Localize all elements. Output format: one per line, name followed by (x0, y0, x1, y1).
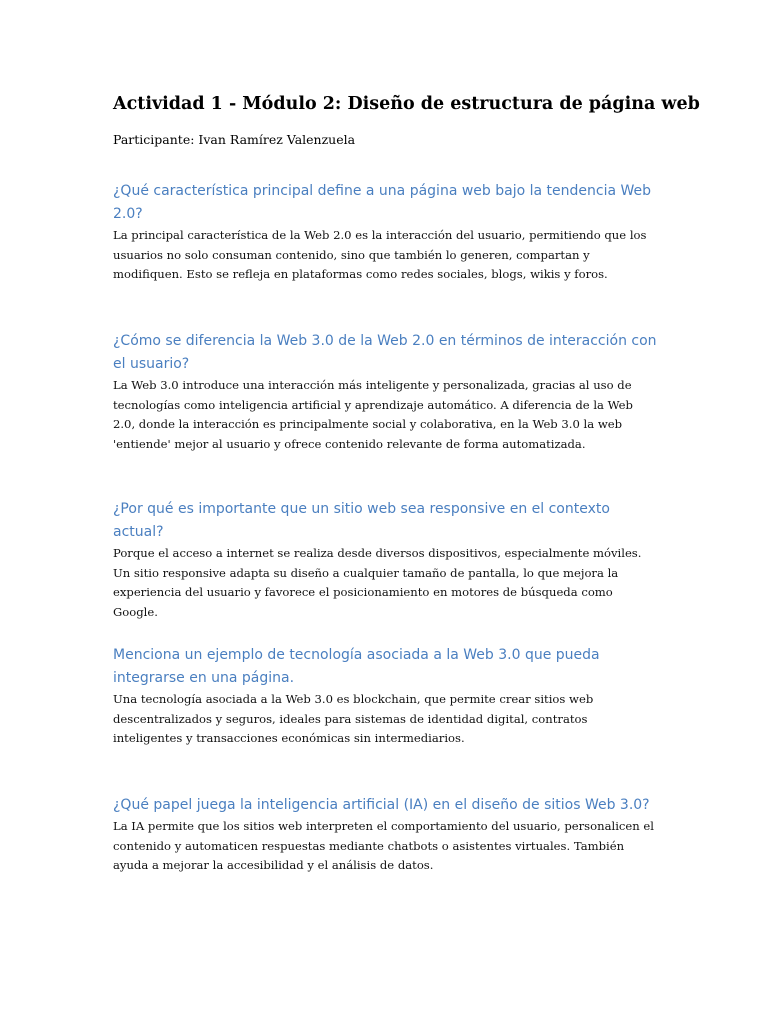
question-heading: Menciona un ejemplo de tecnología asociada a la Web 3.0 que pueda integrarse en una página. (113, 647, 600, 686)
qa-section-web20 (113, 180, 658, 285)
qa-section-web30-interaction (113, 330, 658, 454)
answer-paragraph: La Web 3.0 introduce una interacción más inteligente y personalizada, gracias al uso de tecnologías como inteligencia artificial y aprendizaje automático. A diferencia de la Web 2.0, donde la interacción es principalmente social y colaborativa, en la Web 3.0 la web 'entiende' mejor al usuario y ofrece contenido relevante de forma automatizada. (113, 378, 633, 451)
question-heading: ¿Qué papel juega la inteligencia artificial (IA) en el diseño de sitios Web 3.0? (113, 797, 650, 813)
question-heading: ¿Qué característica principal define a una página web bajo la tendencia Web 2.0? (113, 183, 652, 222)
qa-section-web30-technology (113, 644, 658, 749)
document-title: Actividad 1 - Módulo 2: Diseño de estructura de página web (113, 94, 700, 114)
participant-line: Participante: Ivan Ramírez Valenzuela (113, 132, 356, 147)
answer-paragraph: La principal característica de la Web 2.0 es la interacción del usuario, permitiendo que los usuarios no solo consuman contenido, sino que también lo generen, compartan y modifiquen. Esto se refleja en plataformas como redes sociales, blogs, wikis y foros. (113, 228, 647, 282)
question-heading: ¿Por qué es importante que un sitio web sea responsive en el contexto actual? (113, 501, 610, 540)
answer-paragraph: Una tecnología asociada a la Web 3.0 es blockchain, que permite crear sitios web descentralizados y seguros, ideales para sistemas de identidad digital, contratos inteligentes y transacciones económicas sin intermediarios. (113, 692, 594, 746)
answer-paragraph: Porque el acceso a internet se realiza desde diversos dispositivos, especialmente móviles. Un sitio responsive adapta su diseño a cualquier tamaño de pantalla, lo que mejora la experiencia del usuario y favorece el posicionamiento en motores de búsqueda como Google. (113, 546, 642, 619)
qa-section-responsive (113, 498, 658, 622)
question-heading: ¿Cómo se diferencia la Web 3.0 de la Web 2.0 en términos de interacción con el usuario? (113, 333, 657, 372)
qa-section-ai (113, 794, 658, 876)
answer-paragraph: La IA permite que los sitios web interpreten el comportamiento del usuario, personalicen el contenido y automaticen respuestas mediante chatbots o asistentes virtuales. También ayuda a mejorar la accesibilidad y el análisis de datos. (113, 819, 654, 873)
